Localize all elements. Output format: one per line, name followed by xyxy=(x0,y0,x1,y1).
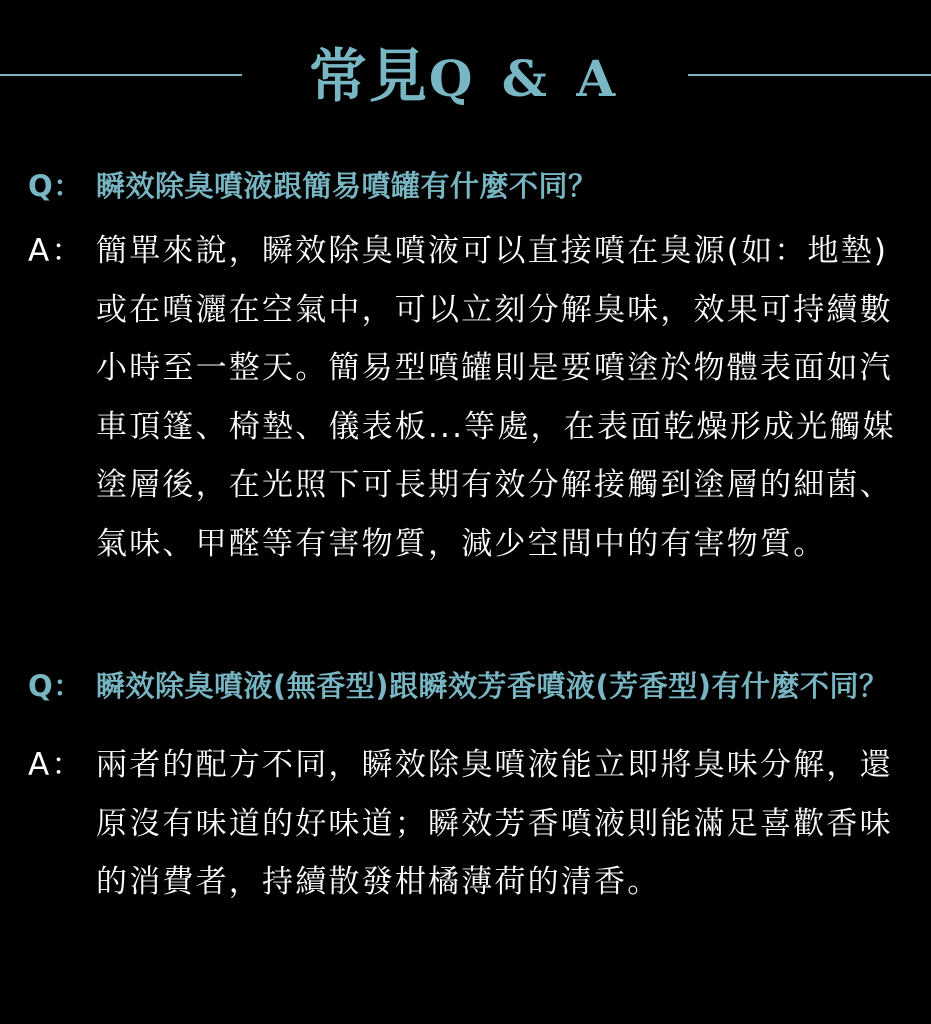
question-2 xyxy=(28,658,908,714)
page-title xyxy=(250,36,680,119)
title-latin: Q & A xyxy=(428,49,622,108)
answer-2 xyxy=(28,736,908,912)
question-1-text: 瞬效除臭噴液跟簡易噴罐有什麼不同？ xyxy=(96,169,598,203)
faq-header xyxy=(0,36,931,116)
title-cjk: 常見 xyxy=(308,42,429,110)
answer-2-text: 兩者的配方不同，瞬效除臭噴液能立即將臭味分解，還原沒有味道的好味道；瞬效芳香噴液則能滿足喜歡香味的消費者，持續散發柑橘薄荷的清香。 xyxy=(96,747,893,900)
answer-1-prefix: A： xyxy=(28,233,85,269)
header-right-rule xyxy=(688,74,931,76)
faq-item-1 xyxy=(28,158,908,573)
faq-item-2 xyxy=(28,658,908,912)
answer-1-text: 簡單來說，瞬效除臭噴液可以直接噴在臭源(如：地墊)或在噴灑在空氣中，可以立刻分解臭味，效果可持續數小時至一整天。簡易型噴罐則是要噴塗於物體表面如汽車頂篷、椅墊、儀表板...等處，在表面乾燥形成光觸媒塗層後，在光照下可長期有效分解接觸到塗層的細菌、氣味、甲醛等有害物質，減少空間中的有害物質。 xyxy=(96,233,896,562)
header-left-rule xyxy=(0,74,242,76)
answer-2-prefix: A： xyxy=(28,747,85,783)
answer-1 xyxy=(28,222,908,573)
question-1 xyxy=(28,158,908,214)
question-2-text: 瞬效除臭噴液(無香型)跟瞬效芳香噴液(芳香型)有什麼不同？ xyxy=(96,669,889,703)
question-2-prefix: Q： xyxy=(28,669,83,703)
question-1-prefix: Q： xyxy=(28,169,83,203)
